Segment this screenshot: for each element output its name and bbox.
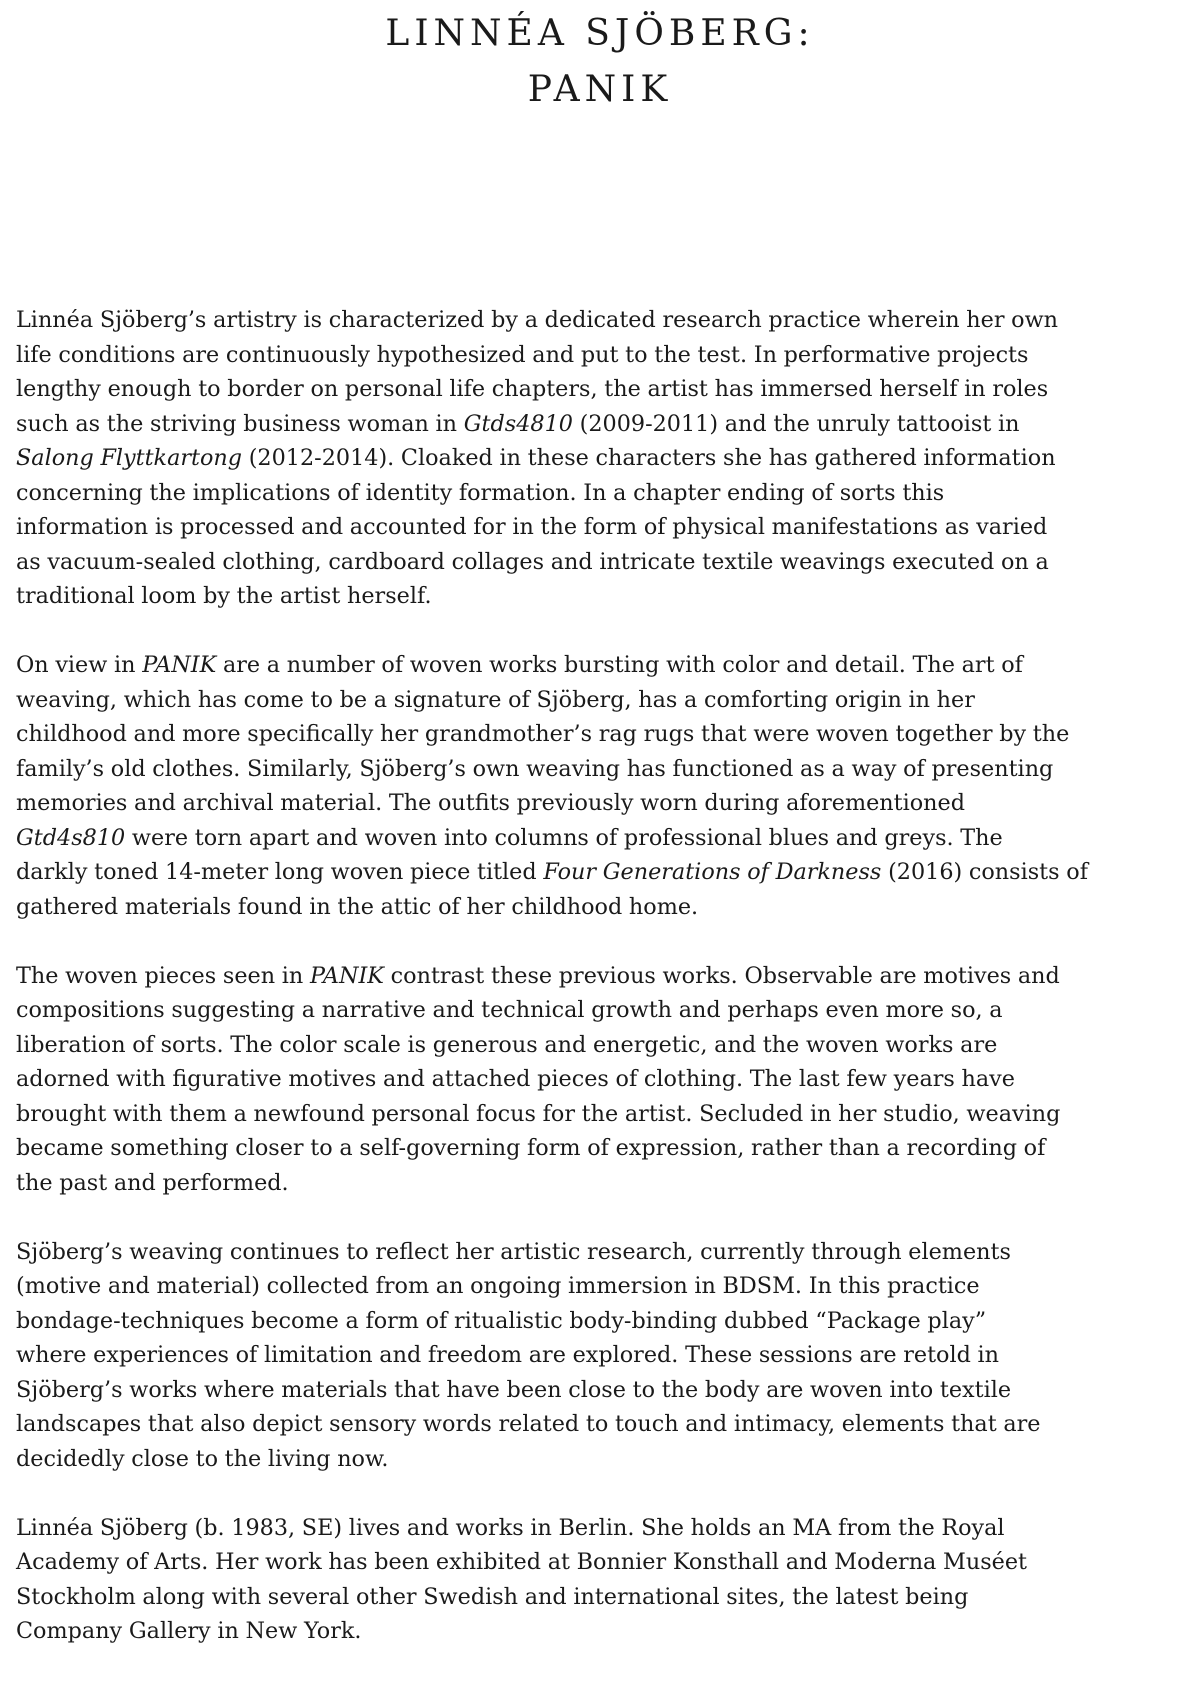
text-segment: memories and archival material. The outfits previously worn during aforementioned [16, 790, 965, 816]
paragraph [16, 648, 1186, 924]
text-line [16, 683, 1186, 718]
text-segment: where experiences of limitation and freedom are explored. These sessions are retold in [16, 1342, 1000, 1368]
text-segment: Sjöberg’s weaving continues to reflect her artistic research, currently through elements [16, 1238, 1011, 1265]
paragraph [16, 303, 1186, 614]
text-segment: decidedly close to the living now. [16, 1445, 389, 1472]
page-title [0, 6, 1200, 118]
text-line [16, 1028, 1186, 1063]
paragraph [16, 959, 1186, 1201]
text-line [16, 338, 1186, 373]
text-segment: are a number of woven works bursting with color and detail. The art of [216, 652, 1023, 678]
text-segment: liberation of sorts. The color scale is generous and energetic, and the woven works are [16, 1031, 998, 1058]
text-segment: family’s old clothes. Similarly, Sjöberg’s own weaving has functioned as a way of presenting [16, 755, 1054, 782]
text-segment: concerning the implications of identity formation. In a chapter ending of sorts this [16, 479, 945, 506]
paragraph [16, 1511, 1186, 1649]
text-line [16, 959, 1186, 994]
text-line [16, 821, 1186, 856]
text-line [16, 510, 1186, 545]
text-segment: Linnéa Sjöberg (b. 1983, SE) lives and works in Berlin. She holds an MA from the Royal [16, 1514, 1005, 1541]
text-line [16, 372, 1186, 407]
text-line [16, 1407, 1186, 1442]
text-line [16, 855, 1186, 890]
italic-title: Salong Flyttkartong [16, 445, 243, 471]
text-line [16, 1338, 1186, 1373]
italic-title: Gtds4810 [463, 410, 573, 437]
text-line [16, 1580, 1186, 1615]
text-segment: Company Gallery in New York. [16, 1618, 362, 1644]
text-line [16, 1269, 1186, 1304]
text-line [16, 1304, 1186, 1339]
text-segment: (2009-2011) and the unruly tattooist in [572, 410, 1020, 437]
text-segment: traditional loom by the artist herself. [16, 583, 432, 609]
text-line [16, 441, 1186, 476]
italic-title: PANIK [142, 652, 217, 678]
text-segment: (2016) consists of [881, 859, 1088, 885]
text-segment: such as the striving business woman in [16, 410, 464, 437]
text-line [16, 993, 1186, 1028]
text-line [16, 890, 1186, 925]
text-segment: the past and performed. [16, 1169, 289, 1196]
text-segment: brought with them a newfound personal focus for the artist. Secluded in her studio, weaving [16, 1100, 1061, 1127]
text-segment: became something closer to a self-governing form of expression, rather than a recording of [16, 1135, 1046, 1161]
text-line [16, 407, 1186, 442]
title-line-1: LINNÉA SJÖBERG: [385, 13, 815, 54]
text-segment: Stockholm along with several other Swedish and international sites, the latest being [16, 1583, 969, 1610]
text-line [16, 1442, 1186, 1477]
text-line [16, 1511, 1186, 1546]
text-line [16, 545, 1186, 580]
paragraph [16, 1235, 1186, 1477]
text-segment: Linnéa Sjöberg’s artistry is characterized by a dedicated research practice wherein her own [16, 307, 1059, 333]
text-line [16, 1545, 1186, 1580]
text-segment: contrast these previous works. Observable are motives and [383, 962, 1060, 989]
text-segment: were torn apart and woven into columns of professional blues and greys. The [125, 824, 1003, 851]
text-line [16, 1166, 1186, 1201]
text-line [16, 476, 1186, 511]
text-segment: The woven pieces seen in [16, 962, 310, 989]
text-line [16, 752, 1186, 787]
italic-title: Gtd4s810 [16, 824, 126, 851]
text-segment: childhood and more specifically her grandmother’s rag rugs that were woven together by the [16, 721, 1070, 747]
text-segment: lengthy enough to border on personal life chapters, the artist has immersed herself in roles [16, 376, 1049, 402]
text-line [16, 1373, 1186, 1408]
text-segment: as vacuum-sealed clothing, cardboard collages and intricate textile weavings executed on a [16, 548, 1049, 575]
title-line-2: PANIK [527, 69, 673, 110]
text-line [16, 1614, 1186, 1649]
text-segment: (motive and material) collected from an ongoing immersion in BDSM. In this practice [16, 1273, 980, 1299]
text-segment: compositions suggesting a narrative and technical growth and perhaps even more so, a [16, 997, 1003, 1023]
italic-title: Four Generations of Darkness [543, 859, 882, 885]
text-segment: weaving, which has come to be a signature of Sjöberg, has a comforting origin in her [16, 686, 975, 713]
text-line [16, 1097, 1186, 1132]
text-segment: landscapes that also depict sensory words related to touch and intimacy, elements that are [16, 1411, 1041, 1437]
text-segment: life conditions are continuously hypothesized and put to the test. In performative projects [16, 341, 1029, 368]
text-segment: information is processed and accounted for in the form of physical manifestations as varied [16, 514, 1048, 540]
text-segment: (2012-2014). Cloaked in these characters she has gathered information [242, 445, 1056, 471]
italic-title: PANIK [309, 962, 384, 989]
text-line [16, 648, 1186, 683]
text-line [16, 1062, 1186, 1097]
text-segment: bondage-techniques become a form of ritualistic body-binding dubbed “Package play” [16, 1307, 987, 1334]
text-line [16, 717, 1186, 752]
text-segment: gathered materials found in the attic of her childhood home. [16, 893, 699, 920]
text-segment: darkly toned 14-meter long woven piece titled [16, 859, 544, 885]
text-segment: adorned with figurative motives and attached pieces of clothing. The last few years have [16, 1066, 1015, 1092]
text-segment: Academy of Arts. Her work has been exhibited at Bonnier Konsthall and Moderna Muséet [16, 1549, 1028, 1575]
article-body [16, 303, 1186, 1683]
text-segment: On view in [16, 652, 143, 678]
text-line [16, 1131, 1186, 1166]
text-line [16, 303, 1186, 338]
text-line [16, 786, 1186, 821]
text-line [16, 1235, 1186, 1270]
text-line [16, 579, 1186, 614]
text-segment: Sjöberg’s works where materials that have been close to the body are woven into textile [16, 1376, 1012, 1403]
